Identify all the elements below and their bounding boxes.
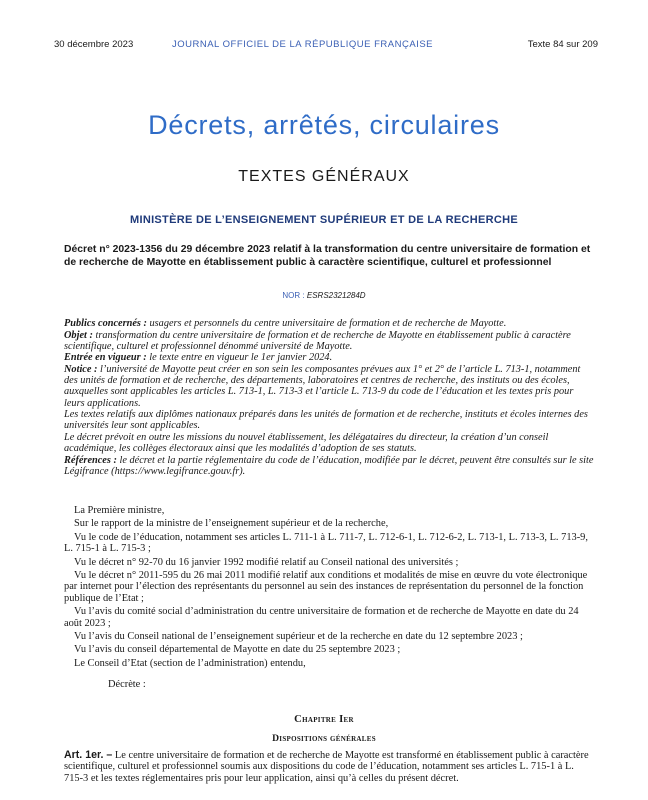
ministry-heading: MINISTÈRE DE L’ENSEIGNEMENT SUPÉRIEUR ET DE LA RECHERCHE xyxy=(130,214,518,226)
objet-text: transformation du centre universitaire de formation et de recherche de Mayotte en établissement public à caractère scientifique, culturel et professionnel dénommé université de Mayotte. xyxy=(64,329,571,352)
notice-entree xyxy=(64,352,594,363)
notice-label: Notice : xyxy=(64,363,98,375)
preamble-line: Vu l’avis du Conseil national de l’enseignement supérieur et de la recherche en date du 12 septembre 2023 ; xyxy=(74,631,523,643)
preamble-line: Vu le décret n° 2011-595 du 26 mai 2011 modifié relatif aux conditions et modalités de mise en œuvre du vote électronique par internet pour l’élection des représentants du personnel au sein des instances de représentation du personnel de la fonction publique de l’Etat ; xyxy=(64,570,588,604)
notice-notice xyxy=(64,364,594,409)
nor-label: NOR : xyxy=(282,291,305,300)
preamble-line: Vu l’avis du conseil départemental de Mayotte en date du 25 septembre 2023 ; xyxy=(74,644,401,656)
preamble-line: La Première ministre, xyxy=(74,505,165,516)
references-text: le décret et la partie réglementaire du code de l’éducation, modifiée par le décret, peuvent être consultés sur le site Légifrance (https://www.legifrance.gouv.fr). xyxy=(64,454,594,477)
section-title: TEXTES GÉNÉRAUX xyxy=(238,168,410,185)
notice-text: l’université de Mayotte peut créer en son sein les composantes prévues aux 1° et 2° de l’article L. 713-1, notamment des unités de formation et de recherche, des départements, laboratoires et centres de recherche, des instituts ou des écoles, auxquelles sont applicables les articles L. 713-1, L. 713-3 et l’article L. 713-9 du code de l’éducation et les textes pris pour leurs applications. xyxy=(64,363,581,409)
page-title: Décrets, arrêtés, circulaires xyxy=(148,110,500,140)
preamble-line: Vu le code de l’éducation, notamment ses articles L. 711-1 à L. 711-7, L. 712-6-1, L. 712-6-2, L. 713-1, L. 713-3, L. 713-9, L. 715-1 à L. 715-3 ; xyxy=(64,531,588,555)
entree-label: Entrée en vigueur : xyxy=(64,352,147,364)
publics-text: usagers et personnels du centre universitaire de formation et de recherche de Mayotte. xyxy=(149,318,507,329)
chapter-heading: Chapitre Ier xyxy=(294,714,354,725)
publication-date: 30 décembre 2023 xyxy=(54,39,134,50)
nor-reference xyxy=(0,291,648,300)
notice-references xyxy=(64,455,594,477)
notice-publics xyxy=(64,318,594,329)
preamble-line: Vu le décret n° 92-70 du 16 janvier 1992 modifié relatif au Conseil national des universités ; xyxy=(74,556,459,568)
dispositions-heading: Dispositions générales xyxy=(272,733,376,744)
page-header xyxy=(54,39,598,53)
publics-label: Publics concernés : xyxy=(64,318,147,329)
notice-objet xyxy=(64,330,594,352)
journal-name: JOURNAL OFFICIEL DE LA RÉPUBLIQUE FRANÇAISE xyxy=(172,39,433,50)
nor-value: ESRS2321284D xyxy=(306,291,366,300)
page-number: Texte 84 sur 209 xyxy=(527,39,598,50)
preamble-line: Le Conseil d’Etat (section de l’administration) entendu, xyxy=(74,657,306,669)
entree-text: le texte entre en vigueur le 1er janvier 2024. xyxy=(149,352,333,364)
decrete-line: Décrète : xyxy=(108,679,146,691)
decree-preamble xyxy=(64,505,594,693)
article-1-label: Art. 1er. – xyxy=(64,749,113,761)
preamble-line: Sur le rapport de la ministre de l’enseignement supérieur et de la recherche, xyxy=(74,518,389,530)
notice-para-2: Les textes relatifs aux diplômes nationaux préparés dans les unités de formation et de recherche, instituts et écoles internes des universités leur sont applicables. xyxy=(64,409,588,432)
notice-block xyxy=(64,318,594,478)
objet-label: Objet : xyxy=(64,329,93,341)
notice-para-3: Le décret prévoit en outre les missions du nouvel établissement, les délégataires du directeur, la création d’un conseil académique, les collèges électoraux ainsi que les modalités d’adoption de ses statuts. xyxy=(64,431,549,455)
article-1-text: Le centre universitaire de formation et de recherche de Mayotte est transformé en établissement public à caractère scientifique, culturel et professionnel soumis aux dispositions du code de l’éducation, notamment ses articles L. 715-1 à L. 715-3 et les textes réglementaires pris pour leur application, ainsi qu’à celles du présent décret. xyxy=(64,750,589,784)
references-label: Références : xyxy=(64,454,117,466)
decree-title: Décret n° 2023-1356 du 29 décembre 2023 relatif à la transformation du centre universitaire de formation et de recherche de Mayotte en établissement public à caractère scientifique, culturel et professionnel xyxy=(64,244,591,268)
article-1 xyxy=(64,750,594,784)
preamble-line: Vu l’avis du comité social d’administration du centre universitaire de formation et de recherche de Mayotte en date du 24 août 2023 ; xyxy=(64,606,579,629)
